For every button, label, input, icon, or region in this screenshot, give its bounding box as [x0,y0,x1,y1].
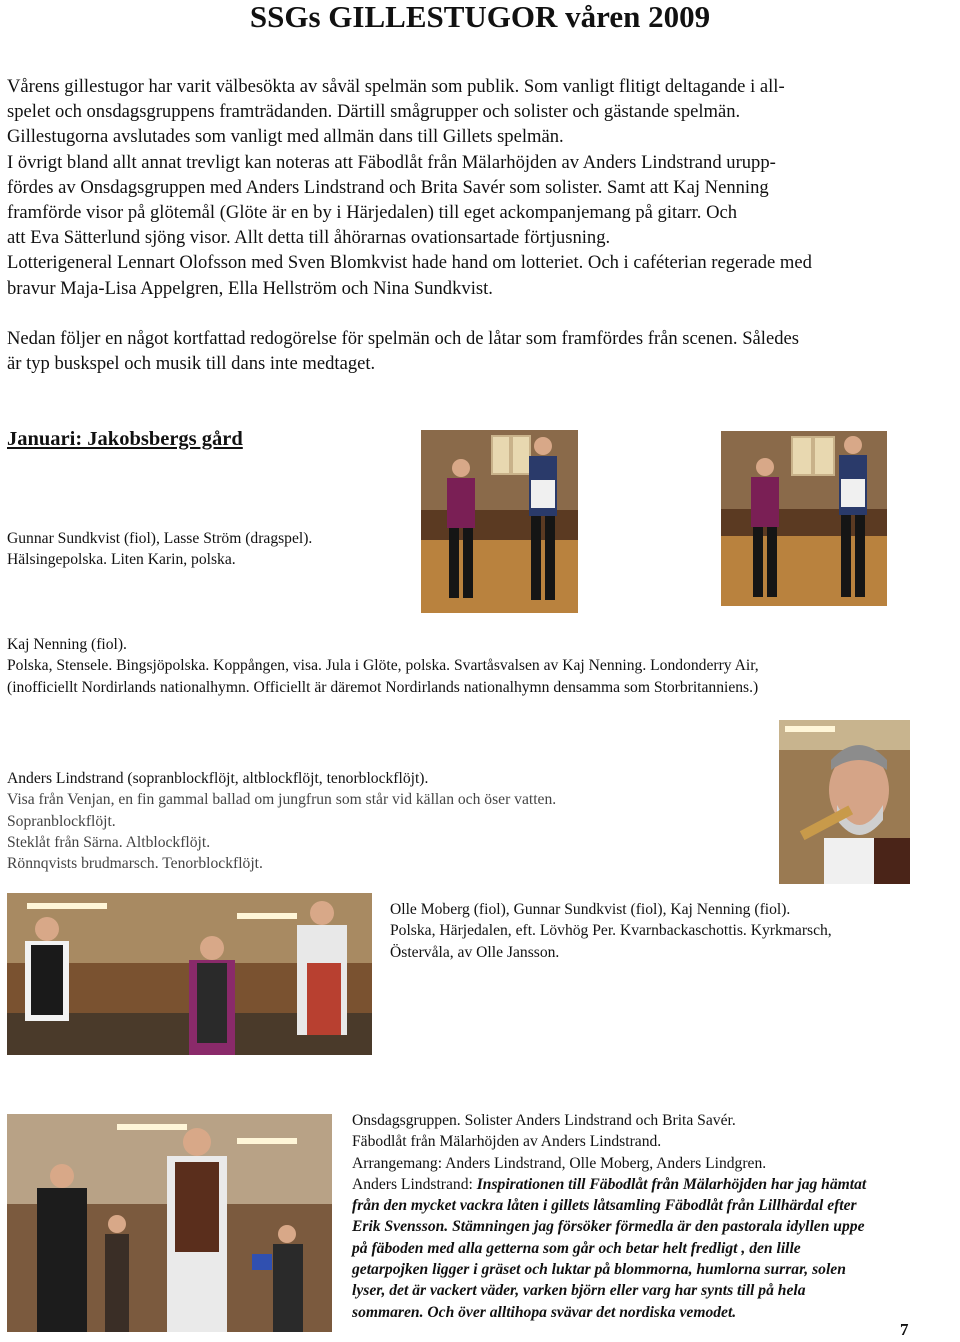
summary-paragraph [7,326,957,376]
block-line: Polska, Stensele. Bingsjöpolska. Koppången, visa. Jula i Glöte, polska. Svartåsvalsen av Kaj Nenning. Londonderry Air, [7,657,759,675]
block-line: Polska, Härjedalen, eft. Lövhög Per. Kvarnbackaschottis. Kyrkmarsch, [390,922,832,940]
performer-block-1 [7,528,407,571]
block-line: Kaj Nenning (fiol). [7,636,127,653]
quote-attribution: Anders Lindstrand: [352,1175,477,1193]
block-line: Östervåla, av Olle Jansson. [390,943,560,961]
intro-line: spelet och onsdagsgruppens framträdanden. Därtill smågrupper och solister och gästande spelmän. [7,101,741,123]
photo-three-fiddlers [7,893,372,1055]
photo-recorder-player [779,720,910,884]
performer-block-2 [7,634,957,698]
intro-line: framförde visor på glötemål (Glöte är en by i Härjedalen) till eget ackompanjemang på gitarr. Och [7,202,738,224]
block-line: Steklåt från Särna. Altblockflöjt. [7,833,211,851]
section-heading-januari: Januari: Jakobsbergs gård [7,428,243,450]
block-line: Onsdagsgruppen. Solister Anders Lindstrand och Brita Savér. [352,1112,736,1129]
quote-line: getarpojken ligger i gräset och luktar på blommorna, humlorna surrar, solen [352,1261,846,1279]
photo-fiddle-accordion-duo-1 [421,430,578,613]
quote-line: från den mycket vackra låten i gillets låtsamling Fäbodlåt från Lillhärdal efter [352,1197,857,1215]
quote-line: lyser, det är vackert väder, varken björn eller varg har synts till på hela [352,1282,806,1300]
block-line: Sopranblockflöjt. [7,812,116,830]
performer-block-5 [352,1110,960,1323]
intro-line: Gillestugorna avslutades som vanligt med allmän dans till Gillets spelmän. [7,126,564,148]
intro-paragraph [7,74,957,301]
block-line: Olle Moberg (fiol), Gunnar Sundkvist (fiol), Kaj Nenning (fiol). [390,901,791,918]
performer-block-3 [7,768,727,874]
intro-line: att Eva Sätterlund sjöng visor. Allt detta till åhörarnas ovationsartade förtjusning. [7,227,611,249]
intro-line: Vårens gillestugor har varit välbesökta av såväl spelmän som publik. Som vanligt flitigt deltagande i all- [7,76,785,97]
block-line: Anders Lindstrand (sopranblockflöjt, altblockflöjt, tenorblockflöjt). [7,770,429,787]
summary-line: är typ buskspel och musik till dans inte medtaget. [7,353,376,375]
intro-line: bravur Maja-Lisa Appelgren, Ella Hellström och Nina Sundkvist. [7,277,493,299]
photo-onsdagsgruppen [7,1114,332,1332]
block-line: Gunnar Sundkvist (fiol), Lasse Ström (dragspel). [7,530,313,547]
quote-text: Inspirationen till Fäbodlåt från Mälarhöjden har jag hämtat [476,1175,867,1193]
quote-line: på fäboden med alla getterna som går och betar helt fredligt , den lille [352,1239,801,1257]
block-line: Visa från Venjan, en fin gammal ballad om jungfrun som står vid källan och öser vatten. [7,791,557,809]
page-title: SSGs GILLESTUGOR våren 2009 [249,0,711,34]
intro-line: I övrigt bland allt annat trevligt kan noteras att Fäbodlåt från Mälarhöjden av Anders Lindstrand urupp- [7,151,776,173]
performer-block-4 [390,899,955,963]
block-line: Arrangemang: Anders Lindstrand, Olle Moberg, Anders Lindgren. [352,1154,767,1172]
page-number: 7 [900,1320,909,1339]
block-line: (inofficiellt Nordirlands nationalhymn. Officiellt är däremot Nordirlands nationalhymn densamma som Storbritanniens.) [7,678,759,696]
summary-line: Nedan följer en något kortfattad redogörelse för spelmän och de låtar som framfördes från scenen. Således [7,328,799,349]
photo-fiddle-accordion-duo-2 [721,431,887,606]
block-line: Hälsingepolska. Liten Karin, polska. [7,551,236,569]
block-line: Fäbodlåt från Mälarhöjden av Anders Lindstrand. [352,1133,662,1151]
quote-line: sommaren. Och över alltihopa svävar det nordiska vemodet. [352,1303,737,1321]
block-line: Rönnqvists brudmarsch. Tenorblockflöjt. [7,855,263,873]
quote-line: Erik Svensson. Stämningen jag försöker förmedla är den pastorala idyllen uppe [352,1218,865,1236]
quote-line [352,1174,960,1195]
intro-line: fördes av Onsdagsgruppen med Anders Lindstrand och Brita Savér som solister. Samt att Kaj Nenning [7,176,769,198]
intro-line: Lotterigeneral Lennart Olofsson med Sven Blomkvist hade hand om lotteriet. Och i caféterian regerade med [7,252,812,274]
